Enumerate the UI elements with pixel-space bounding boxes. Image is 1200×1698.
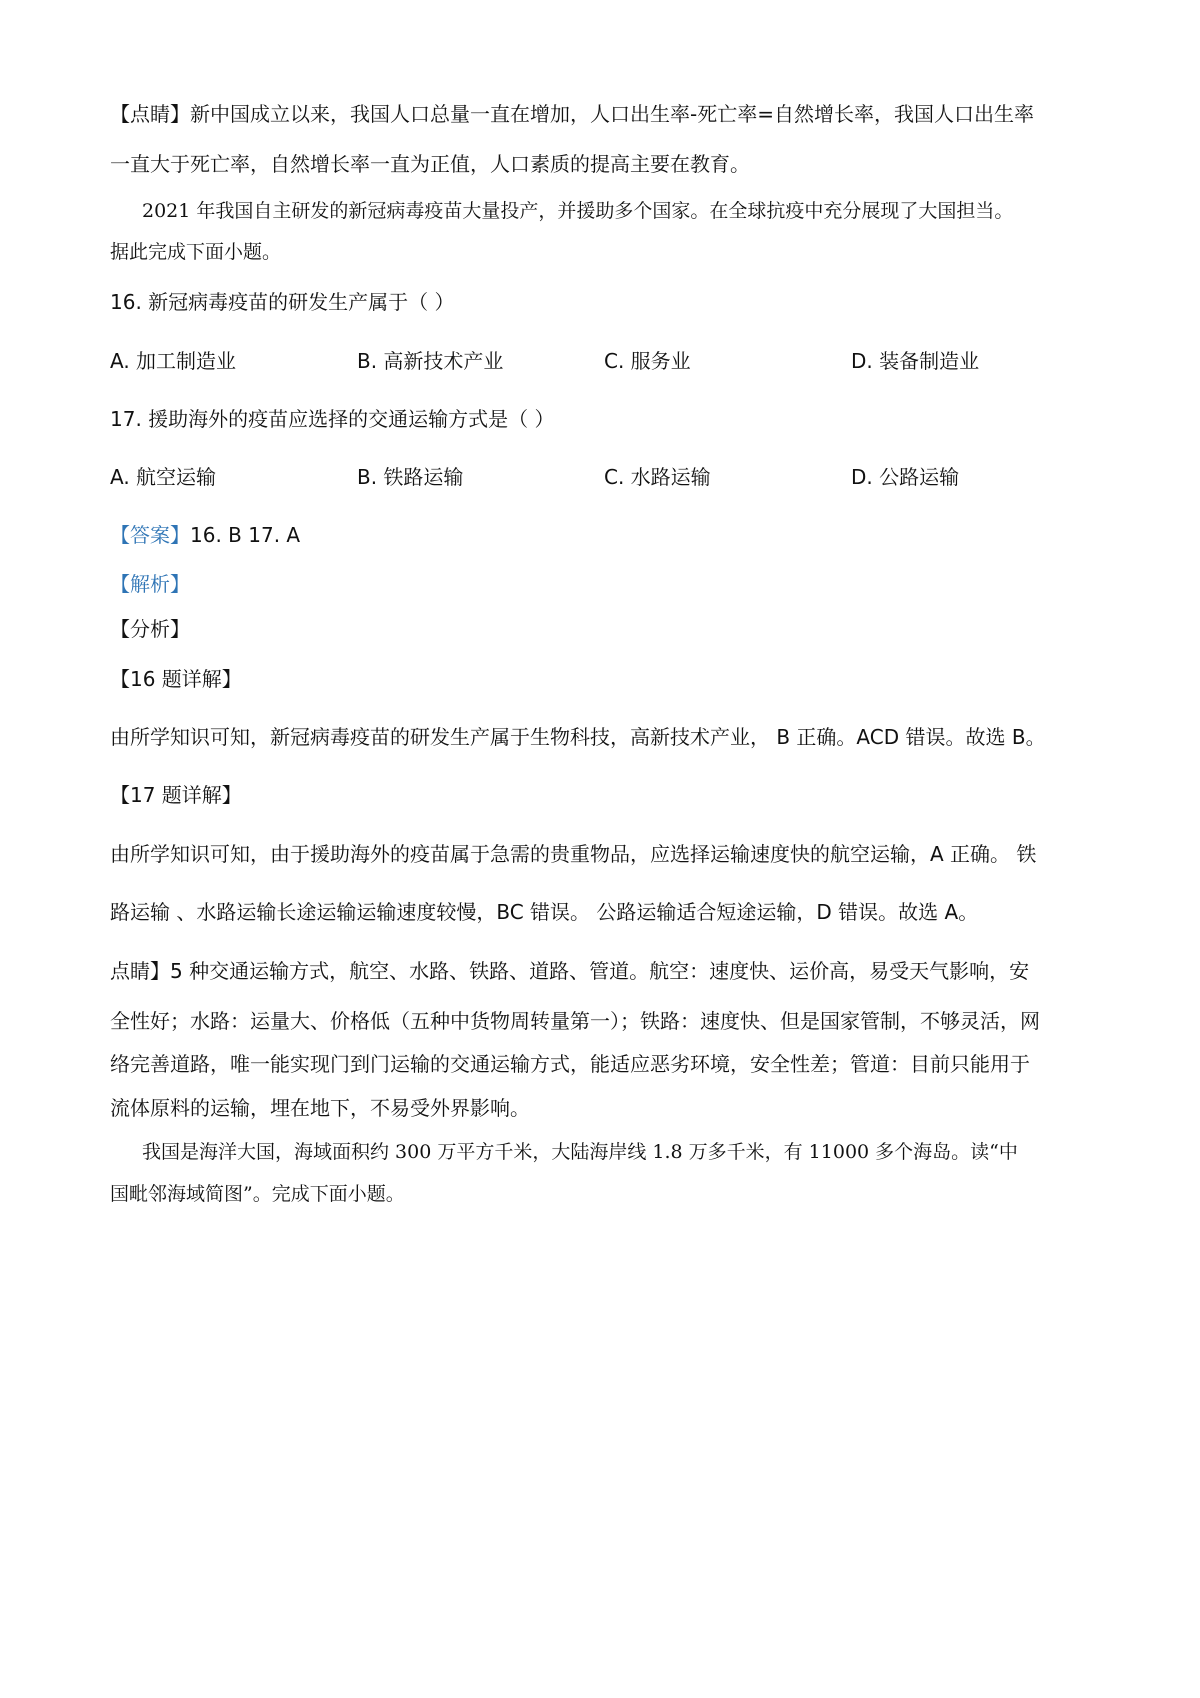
question-16-stem: 16. 新冠病毒疫苗的研发生产属于（ ） (110, 290, 455, 314)
passage2-line2: 国毗邻海域简图”。完成下面小题。 (110, 1183, 405, 1205)
q17-option-c: C. 水路运输 (604, 465, 711, 489)
q16-option-c: C. 服务业 (604, 349, 691, 373)
fenxi-label: 【分析】 (110, 617, 190, 641)
tip2-line2: 全性好；水路：运量大、价格低（五种中货物周转量第一）；铁路：速度快、但是国家管制，不够灵活，网 (110, 1009, 1040, 1033)
q17-option-d: D. 公路运输 (851, 465, 960, 489)
tip2-line1: 点睛】5 种交通运输方式，航空、水路、铁路、道路、管道。航空：速度快、运价高，易受天气影响，安 (110, 959, 1030, 983)
detail16-text: 由所学知识可知，新冠病毒疫苗的研发生产属于生物科技，高新技术产业， B 正确。ACD 错误。故选 B。 (110, 725, 1046, 749)
detail16-title: 【16 题详解】 (110, 667, 242, 691)
detail17-line2: 路运输 、水路运输长途运输运输速度较慢，BC 错误。 公路运输适合短途运输，D 错误。故选 A。 (110, 900, 979, 924)
detail17-title: 【17 题详解】 (110, 783, 242, 807)
q16-option-b: B. 高新技术产业 (357, 349, 504, 373)
passage1-line2: 据此完成下面小题。 (110, 241, 282, 263)
q17-option-b: B. 铁路运输 (357, 465, 464, 489)
passage1-line1: 2021 年我国自主研发的新冠病毒疫苗大量投产，并援助多个国家。在全球抗疫中充分展现了大国担当。 (142, 200, 1014, 222)
question-17-stem: 17. 援助海外的疫苗应选择的交通运输方式是（ ） (110, 407, 555, 431)
answer-label: 【答案】 (110, 523, 190, 547)
passage2-line1: 我国是海洋大国，海域面积约 300 万平方千米，大陆海岸线 1.8 万多千米，有 11000 多个海岛。读“中 (142, 1141, 1018, 1163)
detail17-line1: 由所学知识可知，由于援助海外的疫苗属于急需的贵重物品，应选择运输速度快的航空运输，A 正确。 铁 (110, 842, 1037, 866)
answer-line (110, 521, 1100, 549)
tip2-line3: 络完善道路，唯一能实现门到门运输的交通运输方式，能适应恶劣环境，安全性差；管道：目前只能用于 (110, 1052, 1030, 1076)
tip1-line1: 【点睛】新中国成立以来，我国人口总量一直在增加，人口出生率-死亡率=自然增长率，我国人口出生率 (110, 102, 1034, 126)
q17-option-a: A. 航空运输 (110, 465, 217, 489)
q16-option-a: A. 加工制造业 (110, 349, 237, 373)
q16-option-d: D. 装备制造业 (851, 349, 980, 373)
answer-text: 16. B 17. A (190, 523, 301, 547)
tip2-line4: 流体原料的运输，埋在地下，不易受外界影响。 (110, 1096, 530, 1120)
tip1-line2: 一直大于死亡率，自然增长率一直为正值，人口素质的提高主要在教育。 (110, 152, 750, 176)
analysis-label: 【解析】 (110, 572, 190, 596)
